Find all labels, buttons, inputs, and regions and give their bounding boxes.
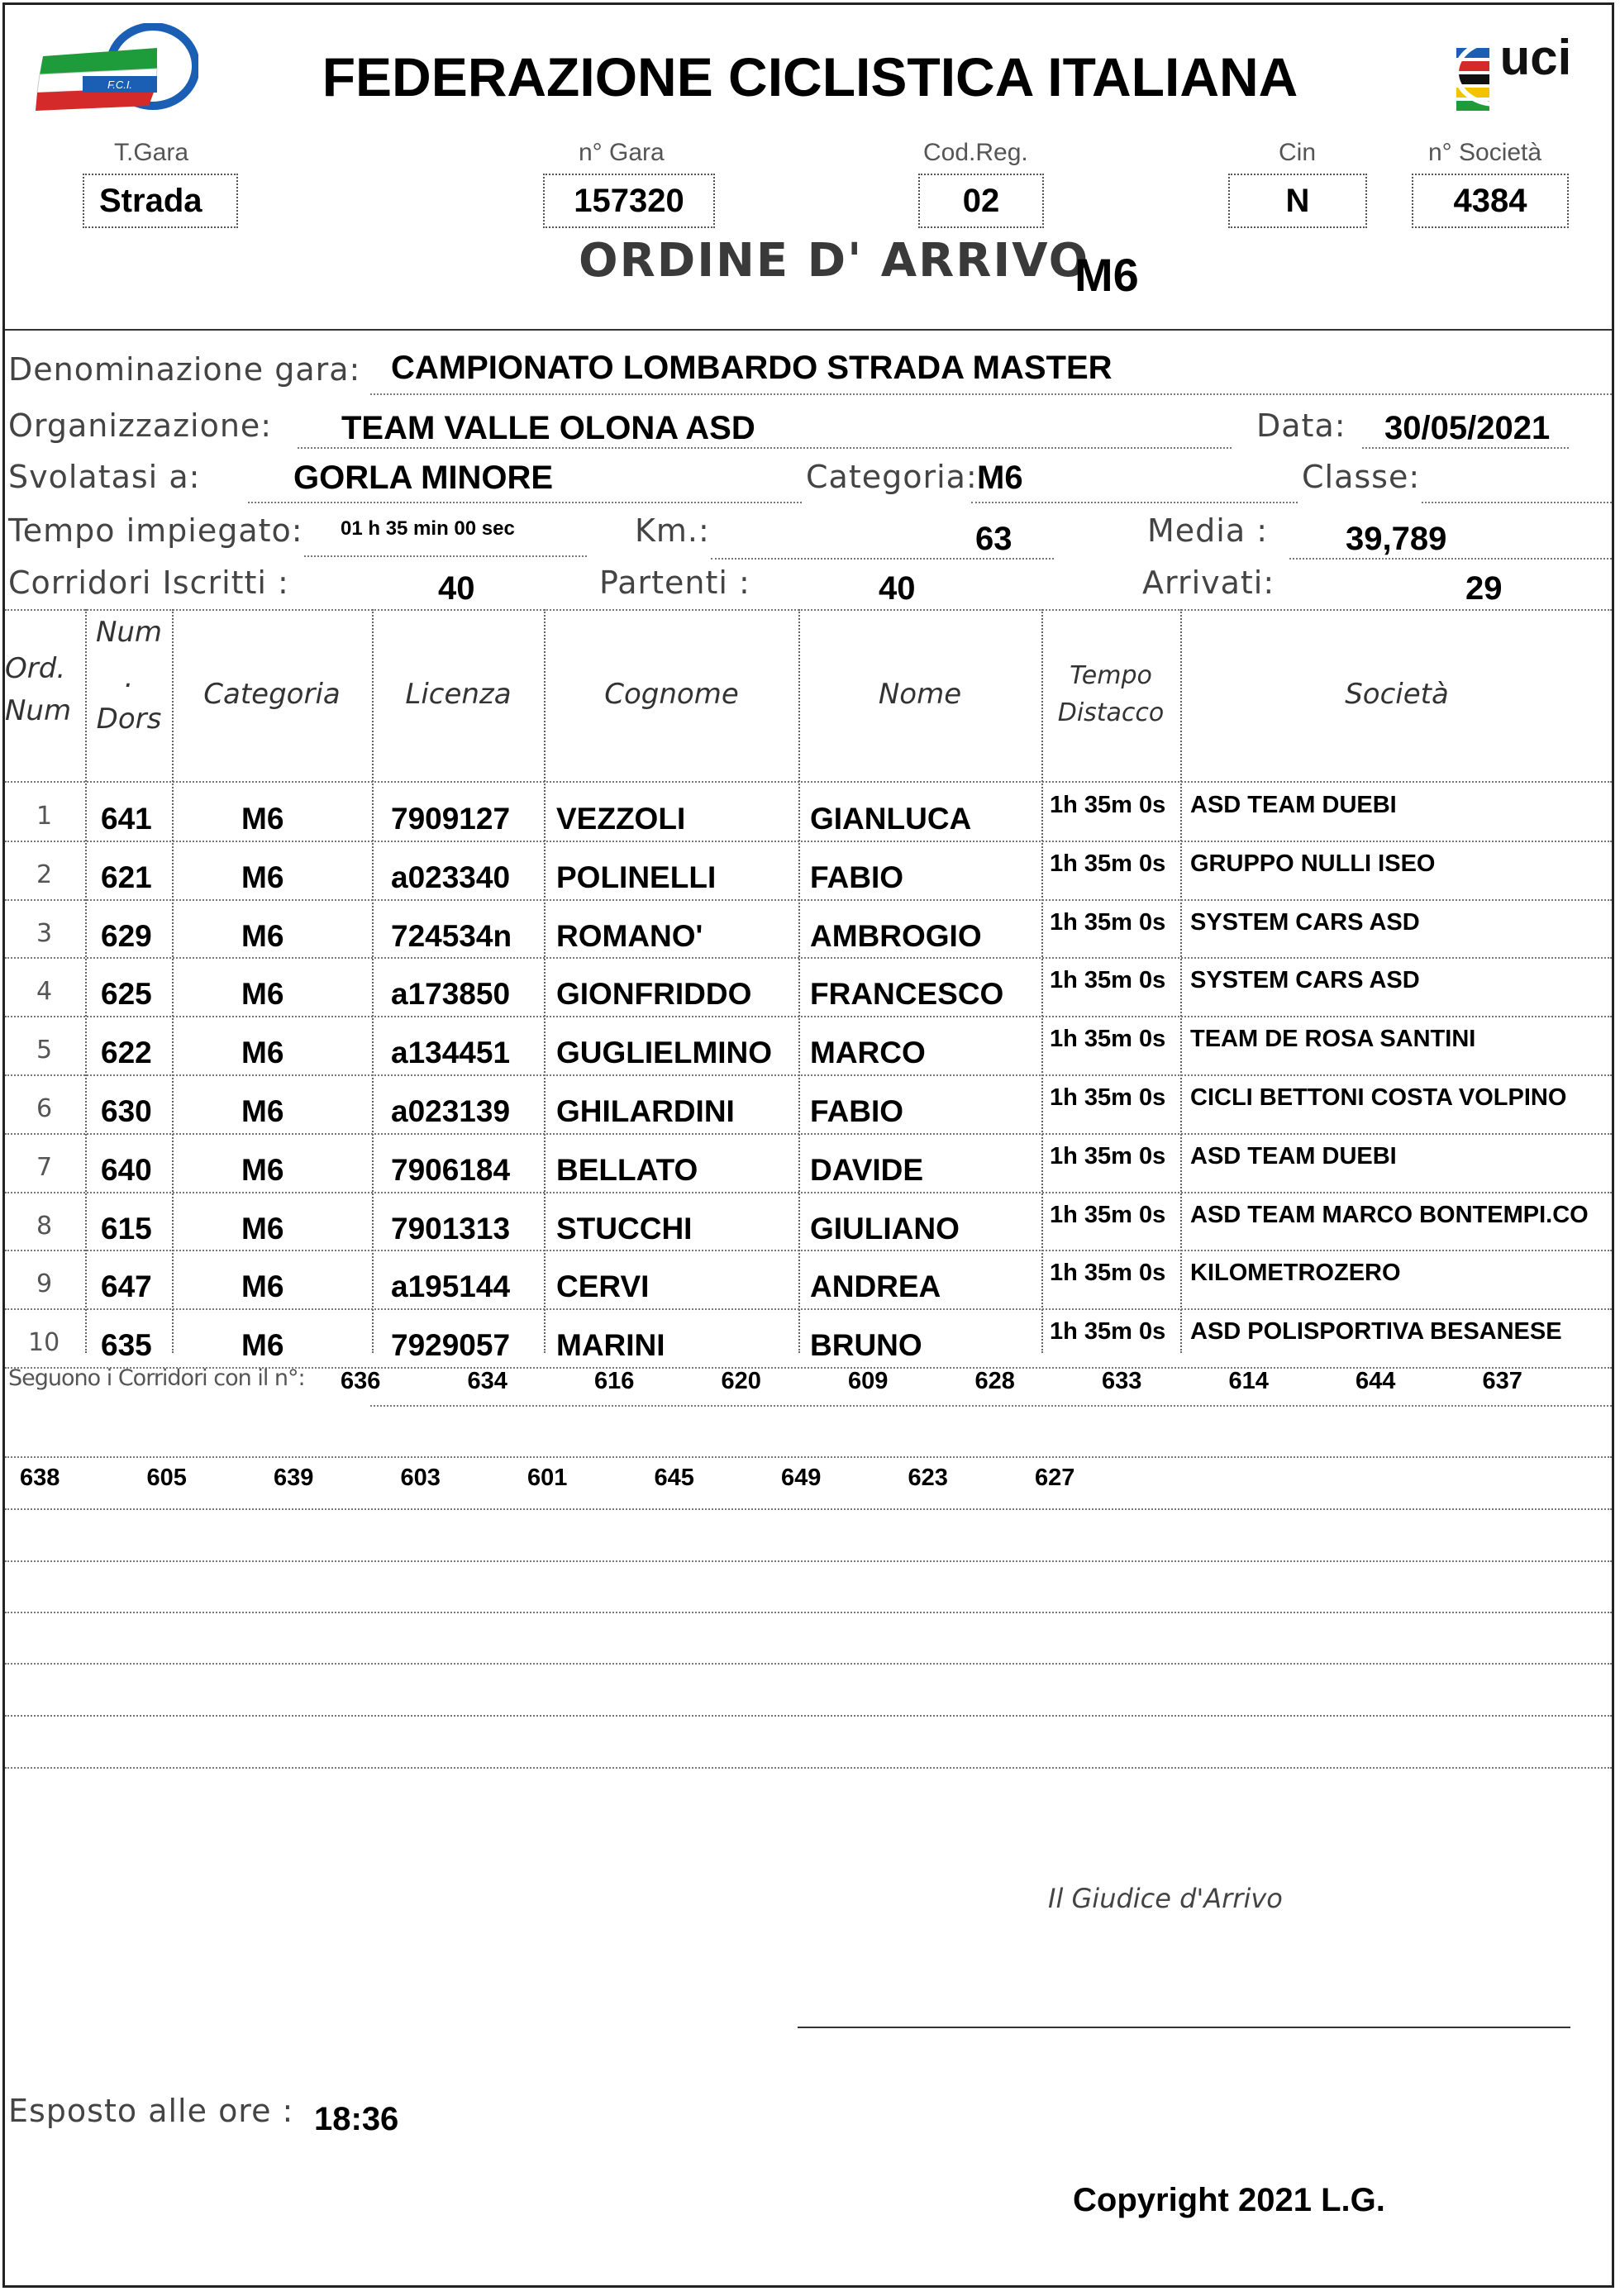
blank-line <box>5 1663 1612 1665</box>
cod-reg-label: Cod.Reg. <box>923 139 1028 166</box>
row-ord: 3 <box>36 918 53 948</box>
row-dors: 615 <box>101 1211 152 1246</box>
following-number: 616 <box>594 1368 635 1394</box>
classe-underline <box>1422 502 1612 503</box>
svg-text:uci: uci <box>1499 30 1572 85</box>
tempo-label: Tempo impiegato: <box>8 512 303 549</box>
row-societa: ASD POLISPORTIVA BESANESE <box>1190 1318 1562 1346</box>
row-divider <box>5 957 1612 959</box>
row-tempo: 1h 35m 0s <box>1050 850 1166 877</box>
row-tempo: 1h 35m 0s <box>1050 1084 1166 1111</box>
row-cognome: ROMANO' <box>556 918 703 953</box>
following-number: 638 <box>20 1465 60 1491</box>
col-divider <box>85 609 87 1353</box>
row-cognome: MARINI <box>556 1328 665 1363</box>
row-tempo: 1h 35m 0s <box>1050 1026 1166 1053</box>
media-label: Media : <box>1147 512 1269 549</box>
row-tempo: 1h 35m 0s <box>1050 1318 1166 1346</box>
data-value: 30/05/2021 <box>1384 410 1551 446</box>
arrivati-label: Arrivati: <box>1142 564 1275 601</box>
row-tempo: 1h 35m 0s <box>1050 1201 1166 1228</box>
data-label: Data: <box>1256 407 1346 444</box>
row-cat: M6 <box>241 1036 284 1070</box>
blank-line <box>5 1767 1612 1769</box>
following-number: 614 <box>1228 1368 1269 1394</box>
following-number: 637 <box>1482 1368 1522 1394</box>
row-cat: M6 <box>241 1269 284 1304</box>
row-cognome: POLINELLI <box>556 860 717 894</box>
num-gara-label: n° Gara <box>579 139 665 166</box>
num-gara-field: 157320 <box>543 174 715 228</box>
num-societa-field: 4384 <box>1412 174 1569 228</box>
km-underline <box>711 558 1054 560</box>
cod-reg-field: 02 <box>918 174 1044 228</box>
classe-label: Classe: <box>1302 459 1421 495</box>
row-lic: 724534n <box>391 918 512 953</box>
row-ord: 6 <box>36 1094 53 1123</box>
row-ord: 8 <box>36 1211 53 1241</box>
row-lic: a195144 <box>391 1269 511 1304</box>
row-cat: M6 <box>241 977 284 1012</box>
blank-line <box>5 1612 1612 1613</box>
row-nome: ANDREA <box>810 1269 941 1304</box>
blank-line <box>5 1715 1612 1717</box>
following-number: 627 <box>1035 1465 1075 1491</box>
header-cognome: Cognome <box>604 677 739 711</box>
row-societa: KILOMETROZERO <box>1190 1260 1401 1287</box>
row-divider <box>5 1133 1612 1135</box>
row-cognome: STUCCHI <box>556 1211 693 1246</box>
row-lic: a134451 <box>391 1036 511 1070</box>
row-lic: 7909127 <box>391 802 511 836</box>
row-societa: GRUPPO NULLI ISEO <box>1190 850 1436 877</box>
following-number: 639 <box>274 1465 314 1491</box>
row-cat: M6 <box>241 918 284 953</box>
row-nome: BRUNO <box>810 1328 922 1363</box>
row-tempo: 1h 35m 0s <box>1050 1142 1166 1169</box>
denominazione-label: Denominazione gara: <box>8 351 361 388</box>
following-number: 601 <box>527 1465 568 1491</box>
organizzazione-label: Organizzazione: <box>8 407 273 444</box>
row-nome: GIULIANO <box>810 1211 960 1246</box>
categoria-value: M6 <box>977 460 1023 496</box>
km-value: 63 <box>975 521 1012 557</box>
row-dors: 647 <box>101 1269 152 1304</box>
table-header-border <box>5 781 1612 783</box>
row-dors: 622 <box>101 1036 152 1070</box>
header-dors: Dors <box>96 702 162 736</box>
row-lic: a173850 <box>391 977 511 1012</box>
row-societa: TEAM DE ROSA SANTINI <box>1190 1026 1476 1053</box>
row-cognome: VEZZOLI <box>556 802 686 836</box>
cin-field: N <box>1228 174 1367 228</box>
tempo-underline <box>304 555 587 557</box>
svg-text:F.C.I.: F.C.I. <box>107 79 133 91</box>
table-top-border <box>5 609 1612 611</box>
row-societa: ASD TEAM MARCO BONTEMPI.CO <box>1190 1201 1589 1228</box>
row-societa: ASD TEAM DUEBI <box>1190 792 1397 818</box>
tempo-value: 01 h 35 min 00 sec <box>341 517 515 540</box>
esposto-value: 18:36 <box>314 2101 399 2137</box>
following-number: 645 <box>654 1465 694 1491</box>
row-dors: 640 <box>101 1152 152 1187</box>
header-categoria: Categoria <box>203 677 341 711</box>
header-societa: Società <box>1345 677 1449 711</box>
row-nome: MARCO <box>810 1036 926 1070</box>
cin-label: Cin <box>1279 139 1317 166</box>
row-divider <box>5 899 1612 901</box>
row-nome: AMBROGIO <box>810 918 982 953</box>
row-nome: FABIO <box>810 1094 904 1128</box>
media-underline <box>1289 558 1612 560</box>
row-nome: FABIO <box>810 860 904 894</box>
row-cat: M6 <box>241 1211 284 1246</box>
row-ord: 4 <box>36 977 53 1007</box>
header-licenza: Licenza <box>405 677 512 711</box>
row-dors: 641 <box>101 802 152 836</box>
arrivati-value: 29 <box>1465 570 1503 607</box>
row-cat: M6 <box>241 802 284 836</box>
row-cognome: GUGLIELMINO <box>556 1036 773 1070</box>
partenti-label: Partenti : <box>599 564 750 601</box>
categoria-underline <box>971 502 1298 503</box>
tipo-gara-label: T.Gara <box>114 139 189 166</box>
category-code: M6 <box>1074 249 1139 301</box>
row-divider <box>5 1192 1612 1193</box>
header-nome: Nome <box>878 677 962 711</box>
row-divider <box>5 1074 1612 1076</box>
row-tempo: 1h 35m 0s <box>1050 1260 1166 1287</box>
organizzazione-value: TEAM VALLE OLONA ASD <box>341 410 755 446</box>
km-label: Km.: <box>635 512 710 549</box>
header-num-dors: Num <box>95 615 163 649</box>
following-underline <box>5 1456 1612 1458</box>
following-number: 620 <box>721 1368 761 1394</box>
row-cognome: BELLATO <box>556 1152 698 1187</box>
following-number: 609 <box>848 1368 889 1394</box>
following-number: 623 <box>908 1465 948 1491</box>
row-divider <box>5 1250 1612 1251</box>
copyright: Copyright 2021 L.G. <box>1073 2182 1385 2218</box>
row-lic: 7929057 <box>391 1328 511 1363</box>
data-underline <box>1362 447 1569 449</box>
row-dors: 630 <box>101 1094 152 1128</box>
row-nome: GIANLUCA <box>810 802 972 836</box>
row-cognome: GHILARDINI <box>556 1094 735 1128</box>
following-number: 636 <box>341 1368 381 1394</box>
following-number: 634 <box>467 1368 507 1394</box>
row-societa: SYSTEM CARS ASD <box>1190 967 1420 994</box>
row-tempo: 1h 35m 0s <box>1050 908 1166 936</box>
row-societa: ASD TEAM DUEBI <box>1190 1142 1397 1169</box>
row-ord: 7 <box>36 1152 53 1182</box>
row-societa: SYSTEM CARS ASD <box>1190 908 1420 936</box>
denominazione-underline <box>370 393 1612 395</box>
tipo-gara-field: Strada <box>83 174 238 228</box>
row-societa: CICLI BETTONI COSTA VOLPINO <box>1190 1084 1567 1111</box>
row-cognome: CERVI <box>556 1269 650 1304</box>
row-cat: M6 <box>241 860 284 894</box>
partenti-value: 40 <box>879 570 916 607</box>
esposto-label: Esposto alle ore : <box>8 2093 294 2129</box>
divider <box>5 329 1612 331</box>
svolatasi-underline <box>248 502 802 503</box>
row-cat: M6 <box>241 1152 284 1187</box>
signature-line <box>798 2027 1570 2028</box>
row-nome: DAVIDE <box>810 1152 924 1187</box>
row-divider <box>5 1016 1612 1017</box>
following-number: 603 <box>400 1465 441 1491</box>
row-cat: M6 <box>241 1094 284 1128</box>
row-ord: 9 <box>36 1269 53 1299</box>
row-cat: M6 <box>241 1328 284 1363</box>
iscritti-label: Corridori Iscritti : <box>8 564 289 601</box>
row-dors: 621 <box>101 860 152 894</box>
row-lic: a023139 <box>391 1094 511 1128</box>
svolatasi-label: Svolatasi a: <box>8 459 201 495</box>
row-lic: a023340 <box>391 860 511 894</box>
following-number: 605 <box>146 1465 187 1491</box>
row-ord: 2 <box>36 860 53 889</box>
row-cognome: GIONFRIDDO <box>556 977 752 1012</box>
document-subtitle: ORDINE D' ARRIVO <box>579 234 1090 288</box>
row-tempo: 1h 35m 0s <box>1050 792 1166 818</box>
blank-line <box>5 1560 1612 1562</box>
row-dors: 629 <box>101 918 152 953</box>
following-underline <box>370 1405 1612 1407</box>
row-lic: 7906184 <box>391 1152 511 1187</box>
following-number: 628 <box>974 1368 1015 1394</box>
organizzazione-underline <box>298 447 1232 449</box>
row-dors: 635 <box>101 1328 152 1363</box>
header-ord-num: Ord. Num <box>5 652 72 727</box>
row-ord: 10 <box>28 1328 60 1358</box>
categoria-label: Categoria: <box>806 459 978 495</box>
following-label: Seguono i Corridori con il n°: <box>8 1365 305 1391</box>
iscritti-value: 40 <box>438 570 475 607</box>
row-ord: 1 <box>36 802 53 831</box>
giudice-label: Il Giudice d'Arrivo <box>1048 1883 1283 1914</box>
svolatasi-value: GORLA MINORE <box>293 460 554 496</box>
header-num-dot: . <box>124 660 134 694</box>
page-title: FEDERAZIONE CICLISTICA ITALIANA <box>322 46 1298 107</box>
following-number: 644 <box>1356 1368 1396 1394</box>
blank-line <box>5 1508 1612 1510</box>
media-value: 39,789 <box>1346 521 1447 557</box>
row-divider <box>5 841 1612 842</box>
header-tempo-distacco: Tempo Distacco <box>1057 661 1165 727</box>
denominazione-value: CAMPIONATO LOMBARDO STRADA MASTER <box>391 350 1113 386</box>
row-tempo: 1h 35m 0s <box>1050 967 1166 994</box>
row-ord: 5 <box>36 1036 53 1065</box>
following-number: 649 <box>781 1465 822 1491</box>
following-number: 633 <box>1102 1368 1142 1394</box>
row-dors: 625 <box>101 977 152 1012</box>
num-societa-label: n° Società <box>1428 139 1542 166</box>
row-lic: 7901313 <box>391 1211 511 1246</box>
row-divider <box>5 1308 1612 1310</box>
row-nome: FRANCESCO <box>810 977 1004 1012</box>
